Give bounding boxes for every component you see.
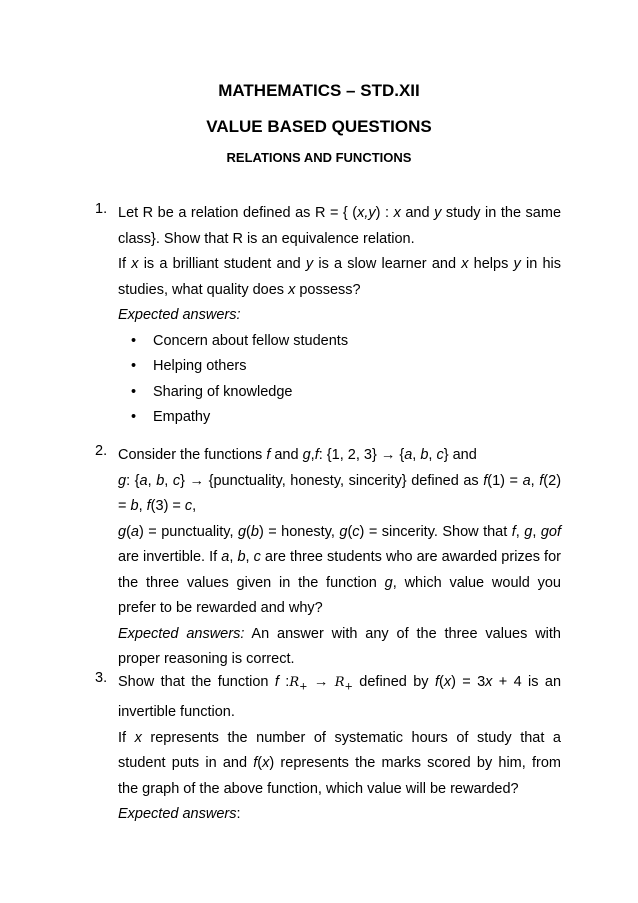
chapter-heading: RELATIONS AND FUNCTIONS — [226, 150, 412, 165]
question-1-statement: Let R be a relation defined as R = { (x,y) : x and y study in the same class}. Show that R is an equivalence relation. — [118, 205, 562, 247]
question-number: 2. — [95, 443, 108, 459]
question-2 — [95, 443, 561, 673]
question-2-expected-answer: Expected answers: An answer with any of the three values with proper reasoning is correct. — [118, 625, 561, 667]
list-item: • Helping others — [118, 354, 561, 380]
question-number: 3. — [95, 670, 108, 686]
question-3 — [95, 670, 561, 828]
subject-heading: MATHEMATICS – STD.XII — [218, 81, 420, 100]
question-2-line-1: Consider the functions f and g,f: {1, 2, 3} → {a, b, c} and — [118, 447, 477, 463]
list-item: • Empathy — [118, 405, 561, 431]
list-item: • Sharing of knowledge — [118, 380, 561, 406]
expected-answers-label: Expected answers: — [118, 307, 241, 323]
question-1 — [95, 201, 561, 431]
question-number: 1. — [95, 201, 108, 217]
question-1-value-question: If x is a brilliant student and y is a slow learner and x helps y in his studies, what quality does x possess? — [118, 256, 561, 298]
question-2-statement: g: {a, b, c} → {punctuality, honesty, sincerity} defined as f(1) = a, f(2) = b, f(3) = c, — [118, 472, 562, 514]
question-3-value-question: If x represents the number of systematic hours of study that a student puts in and f(x) represents the marks scored by him, from the graph of the above function, which value will be rewarded? — [118, 729, 561, 797]
list-item: • Concern about fellow students — [118, 329, 561, 355]
page-title: VALUE BASED QUESTIONS — [206, 117, 432, 136]
question-2-value-question: g(a) = punctuality, g(b) = honesty, g(c) = sincerity. Show that f, g, gof are invertible. If a, b, c are three students who are awarded prizes for the three values given in the function g, which value would you prefer to be rewarded and why? — [118, 523, 562, 616]
answer-list — [118, 329, 561, 431]
question-3-statement: Show that the function f $:R_+ \to R_+$ defined by f(x) = 3x + 4 is an invertible function. — [118, 674, 562, 721]
expected-answers-label: Expected answers: — [118, 806, 241, 823]
